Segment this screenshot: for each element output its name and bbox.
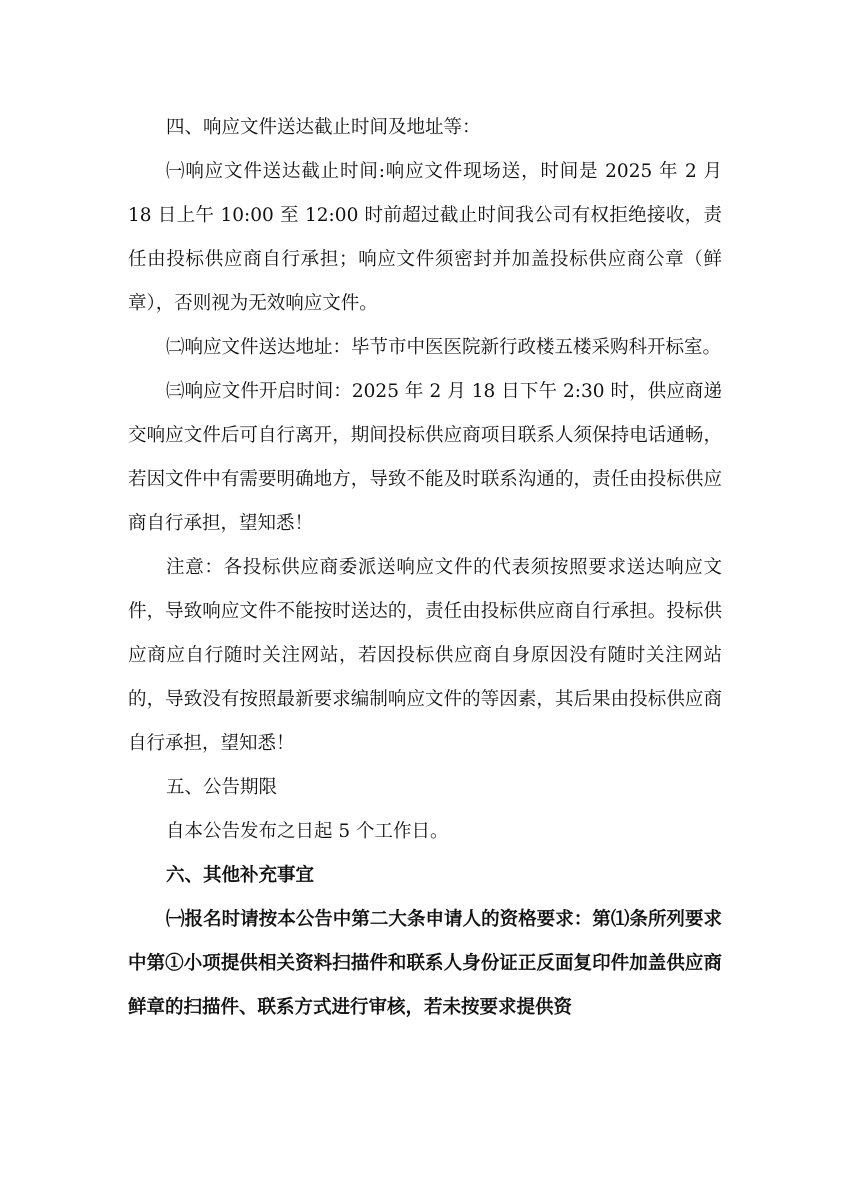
section-5-heading: 五、公告期限: [166, 777, 278, 798]
section-6-paragraph-1: ㈠报名时请按本公告中第二大条申请人的资格要求：第⑴条所列要求中第①小项提供相关资料扫描件和联系人身份证正反面复印件加盖供应商鲜章的扫描件、联系方式进行审核，若未按要求提供资: [128, 909, 722, 1018]
section-4-paragraph-deadline: ㈠响应文件送达截止时间:响应文件现场送，时间是 2025 年 2 月 18 日上午 10:00 至 12:00 时前超过截止时间我公司有权拒绝接收，责任由投标供应商自行承担；响应文件须密封并加盖投标供应商公章（鲜章），否则视为无效响应文件。: [128, 161, 722, 314]
section-5-paragraph: 自本公告发布之日起 5 个工作日。: [166, 821, 449, 842]
section-4-note: 注意：各投标供应商委派送响应文件的代表须按照要求送达响应文件，导致响应文件不能按时送达的，责任由投标供应商自行承担。投标供应商应自行随时关注网站，若因投标供应商自身原因没有随时关注网站的，导致没有按照最新要求编制响应文件的等因素，其后果由投标供应商自行承担，望知悉！: [128, 557, 722, 754]
section-4-paragraph-opening-time: ㈢响应文件开启时间：2025 年 2 月 18 日下午 2:30 时，供应商递交响应文件后可自行离开，期间投标供应商项目联系人须保持电话通畅，若因文件中有需要明确地方，导致不能及时联系沟通的，责任由投标供应商自行承担，望知悉！: [128, 381, 722, 534]
section-4-heading: 四、响应文件送达截止时间及地址等：: [166, 117, 481, 138]
section-4-paragraph-address: ㈡响应文件送达地址：毕节市中医医院新行政楼五楼采购科开标室。: [166, 337, 722, 358]
section-6-heading: 六、其他补充事宜: [166, 865, 315, 886]
document-body: [128, 106, 722, 1030]
